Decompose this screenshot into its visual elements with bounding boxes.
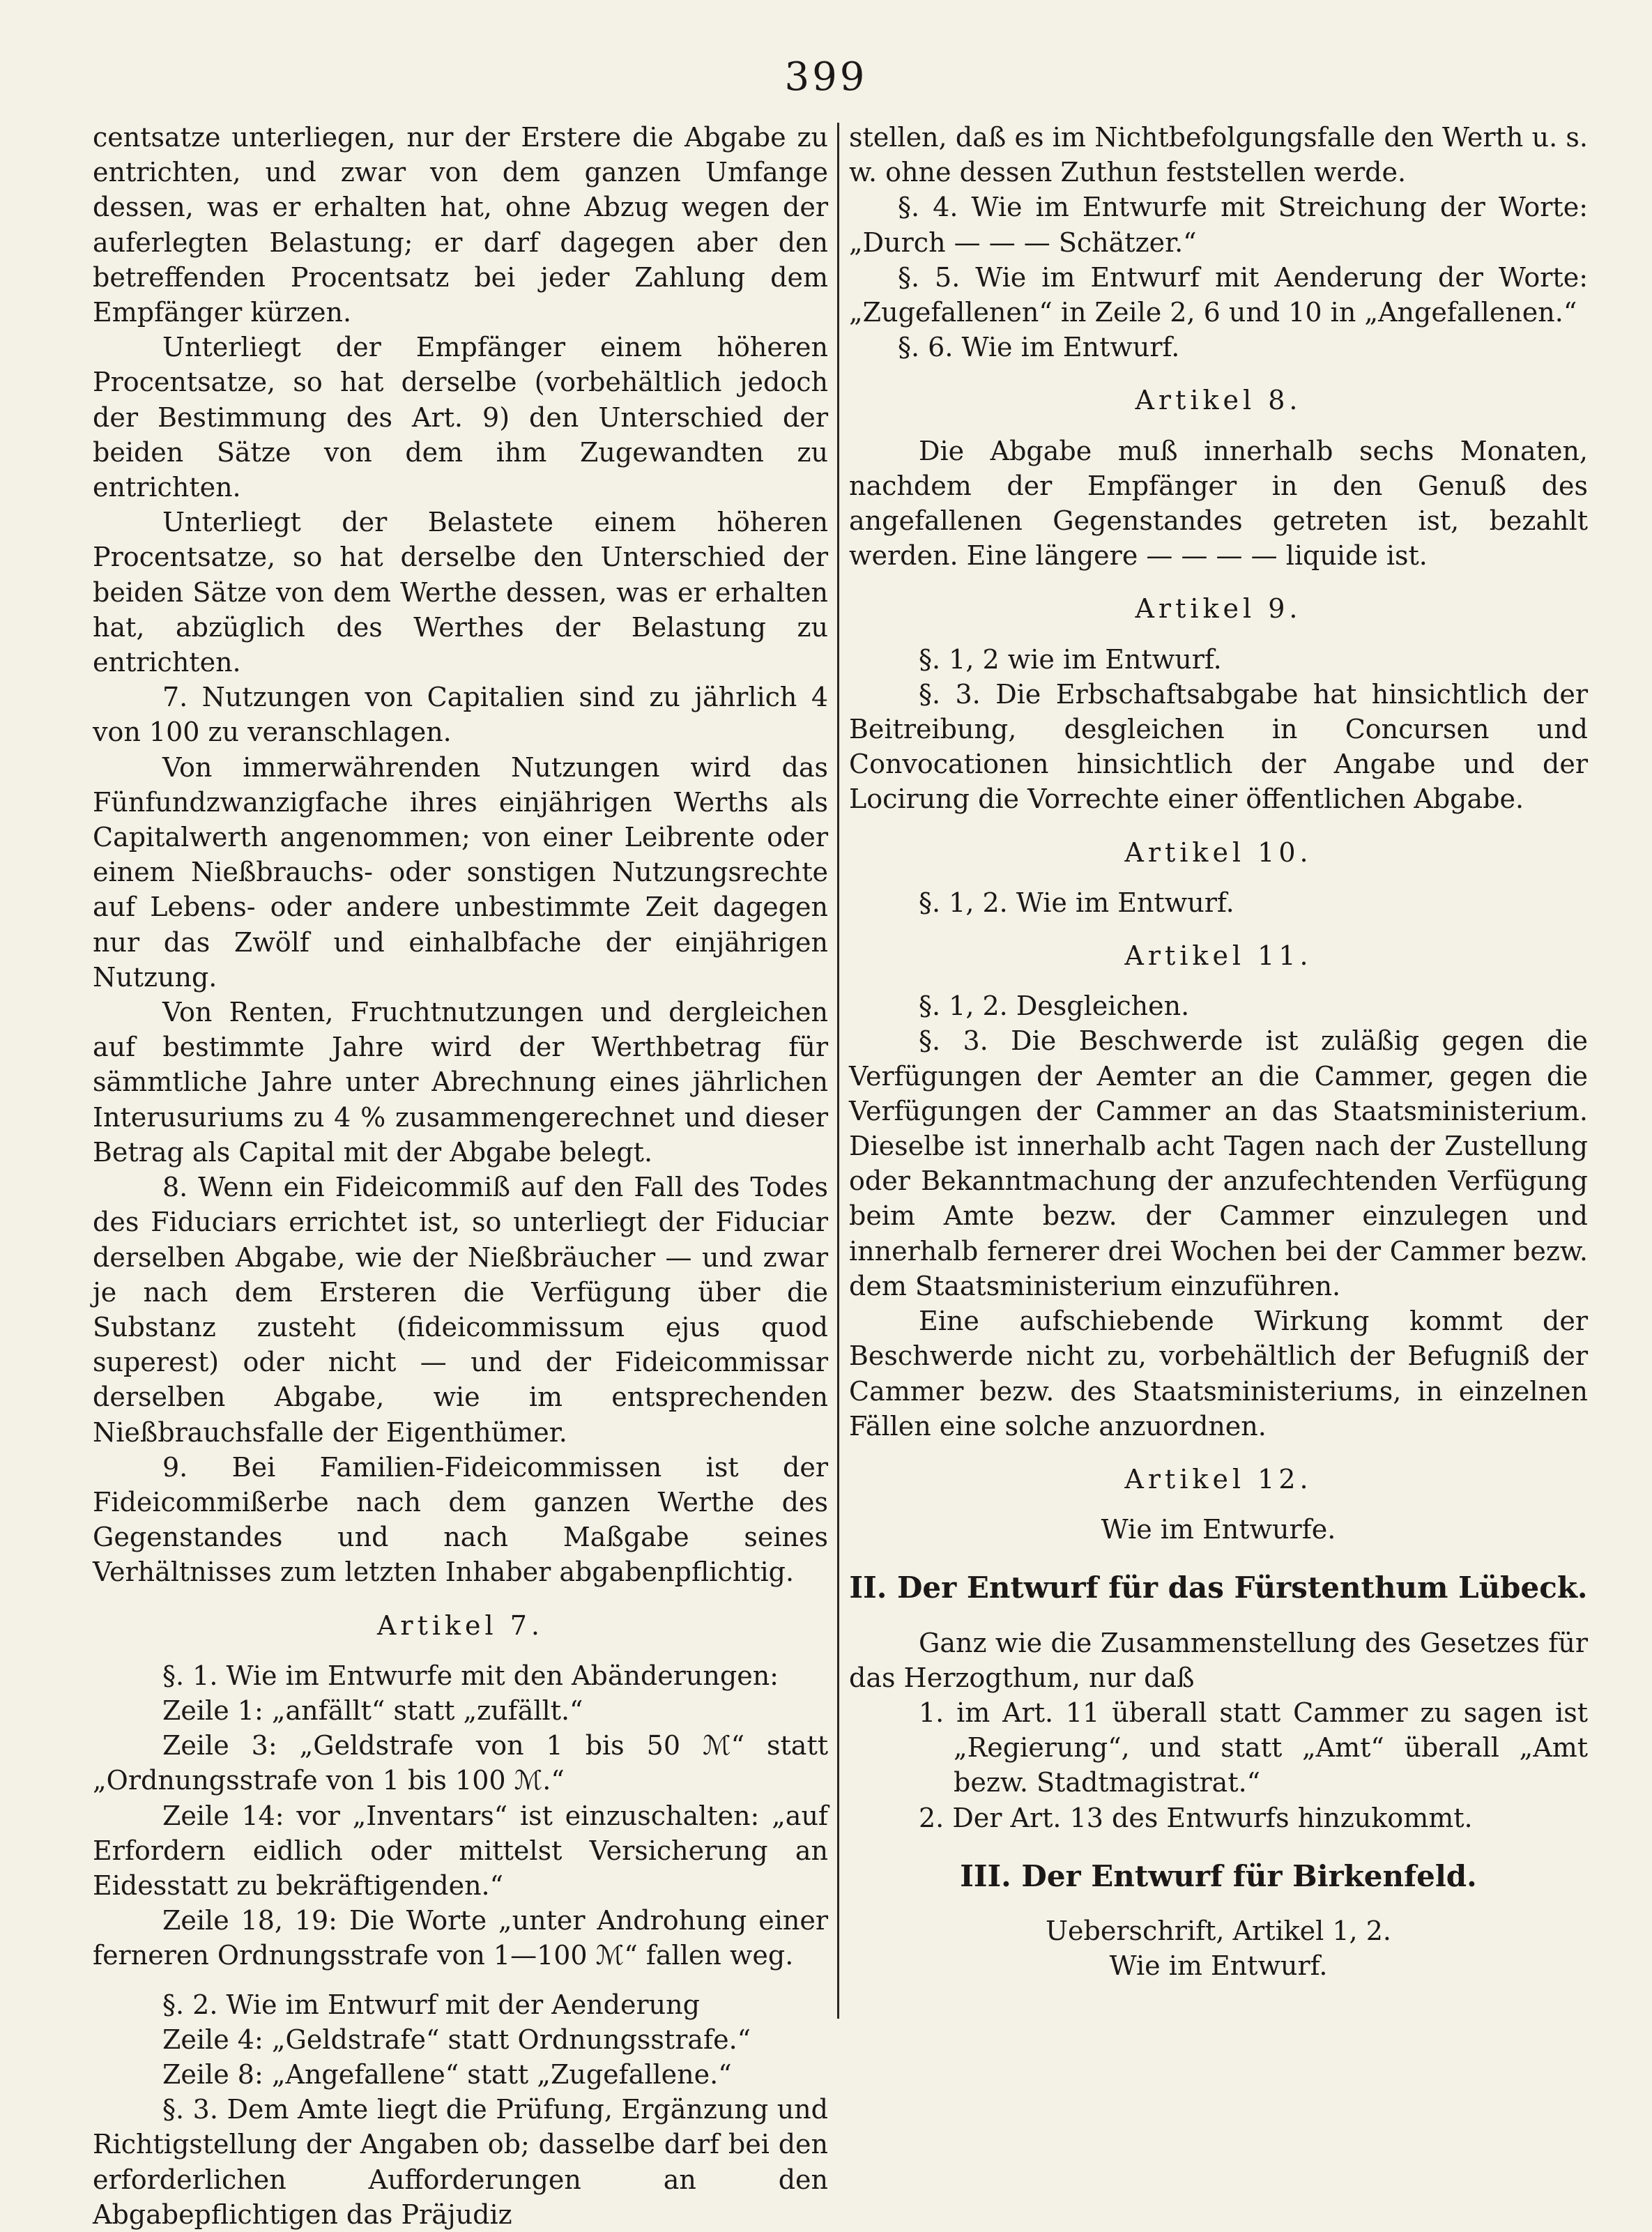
paragraph: Unterliegt der Empfänger einem höheren Procentsatze, so hat derselbe (vorbehältlich jedoch der Bestimmung des Art. 9) den Unterschied der beiden Sätze von dem ihm Zugewandten zu entrichten. [93,332,828,503]
paragraph: stellen, daß es im Nichtbefolgungsfalle den Werth u. s. w. ohne dessen Zuthun feststellen werde. [849,122,1588,188]
paragraph: §. 5. Wie im Entwurf mit Aenderung der Worte: „Zugefallenen“ in Zeile 2, 6 und 10 in „Angefallenen.“ [849,261,1588,328]
paragraph: §. 3. Dem Amte liegt die Prüfung, Ergänzung und Richtigstellung der Angaben ob; dasselbe darf bei den erforderlichen Aufforderungen an den Abgabepflichtigen das Präjudiz [93,2094,828,2230]
paragraph: Von Renten, Fruchtnutzungen und dergleichen auf bestimmte Jahre wird der Werthbetrag für sämmtliche Jahre unter Abrechnung eines jährlichen Interusuriums zu 4 % zusammengerechnet und dieser Betrag als Capital mit der Abgabe belegt. [93,997,828,1168]
paragraph: §. 3. Die Beschwerde ist zuläßig gegen die Verfügungen der Aemter an die Cammer, gegen die Verfügungen der Cammer an das Staatsministerium. Dieselbe ist innerhalb acht Tagen nach der Zustellung oder Bekanntmachung der anzufechtenden Verfügung beim Amte bezw. der Cammer einzulegen und innerhalb fernerer drei Wochen bei der Cammer bezw. dem Staatsministerium einzuführen. [849,1025,1588,1301]
centered-line: Wie im Entwurf. [1109,1950,1328,1982]
paragraph: Ganz wie die Zusammenstellung des Gesetzes für das Herzogthum, nur daß [849,1627,1588,1693]
section-title: II. Der Entwurf für das Fürstenthum Lübeck. [849,1570,1588,1605]
paragraph: §. 1, 2. Desgleichen. [919,991,1190,1022]
paragraph: Zeile 3: „Geldstrafe von 1 bis 50 ℳ“ statt „Ordnungsstrafe von 1 bis 100 ℳ.“ [93,1730,828,1796]
article-heading: Artikel 11. [1124,940,1313,972]
paragraph: Von immerwährenden Nutzungen wird das Fünfundzwanzigfache ihres einjährigen Werths als Capitalwerth angenommen; von einer Leibrente oder einem Nießbrauchs- oder sonstigen Nutzungsrechte auf Lebens- oder andere unbestimmte Zeit dagegen nur das Zwölf und einhalbfache der einjährigen Nutzung. [93,751,828,993]
spacer [93,1973,828,1987]
article-heading: Artikel 10. [1124,836,1313,868]
article-heading: Artikel 8. [1135,385,1302,416]
page-number: 399 [784,54,868,100]
left-column [93,120,828,2232]
section-title: III. Der Entwurf für Birkenfeld. [960,1858,1477,1893]
article-heading: Artikel 7. [376,1610,544,1641]
paragraph: §. 3. Die Erbschaftsabgabe hat hinsichtlich der Beitreibung, desgleichen in Concursen und Convocationen hinsichtlich der Angabe und der Locirung die Vorrechte einer öffentlichen Abgabe. [849,678,1588,815]
list-item: 2. Der Art. 13 des Entwurfs hinzukommt. [919,1802,1473,1833]
list-item: 1. im Art. 11 überall statt Cammer zu sagen ist „Regierung“, und statt „Amt“ überall „Amt bezw. Stadtmagistrat.“ [919,1697,1588,1798]
paragraph: centsatze unterliegen, nur der Erstere die Abgabe zu entrichten, und zwar von dem ganzen Umfange dessen, was er erhalten hat, ohne Abzug wegen der auferlegten Belastung; er darf dagegen aber den betreffenden Procentsatz bei jeder Zahlung dem Empfänger kürzen. [93,122,828,328]
centered-line: Wie im Entwurfe. [1101,1514,1336,1545]
paragraph: §. 1, 2. Wie im Entwurf. [919,887,1234,918]
paragraph: 9. Bei Familien-Fideicommissen ist der Fideicommißerbe nach dem ganzen Werthe des Gegenstandes und nach Maßgabe seines Verhältnisses zum letzten Inhaber abgabenpflichtig. [93,1451,828,1588]
paragraph: §. 1, 2 wie im Entwurf. [919,643,1222,675]
paragraph: 7. Nutzungen von Capitalien sind zu jährlich 4 von 100 zu veranschlagen. [93,682,828,748]
centered-line: Ueberschrift, Artikel 1, 2. [1046,1915,1391,1946]
article-heading: Artikel 12. [1124,1463,1313,1495]
paragraph: §. 6. Wie im Entwurf. [898,332,1180,363]
paragraph: Zeile 1: „anfällt“ statt „zufällt.“ [162,1695,583,1726]
paragraph: Zeile 4: „Geldstrafe“ statt Ordnungsstrafe.“ [162,2024,751,2055]
paragraph: Zeile 14: vor „Inventars“ ist einzuschalten: „auf Erfordern eidlich oder mittelst Versicherung an Eidesstatt zu bekräftigenden.“ [93,1800,828,1901]
paragraph: Die Abgabe muß innerhalb sechs Monaten, nachdem der Empfänger in den Genuß des angefallenen Gegenstandes getreten ist, bezahlt werden. Eine längere — — — — liquide ist. [849,435,1588,572]
paragraph: §. 4. Wie im Entwurfe mit Streichung der Worte: „Durch — — — Schätzer.“ [849,192,1588,258]
paragraph: Zeile 8: „Angefallene“ statt „Zugefallene.“ [162,2058,732,2090]
paragraph: Unterliegt der Belastete einem höheren Procentsatze, so hat derselbe den Unterschied der beiden Sätze von dem Werthe dessen, was er erhalten hat, abzüglich des Werthes der Belastung zu entrichten. [93,507,828,678]
paragraph: §. 1. Wie im Entwurfe mit den Abänderungen: [162,1660,779,1691]
paragraph: 8. Wenn ein Fideicommiß auf den Fall des Todes des Fiduciars errichtet ist, so unterliegt der Fiduciar derselben Abgabe, wie der Nießbräucher — und zwar je nach dem Ersteren die Verfügung über die Substanz zusteht (fideicommissum ejus quod superest) oder nicht — und der Fideicommissar derselben Abgabe, wie im entsprechenden Nießbrauchsfalle der Eigenthümer. [93,1172,828,1448]
paragraph: Eine aufschiebende Wirkung kommt der Beschwerde nicht zu, vorbehältlich der Befugniß der Cammer bezw. des Staatsministeriums, in einzelnen Fällen eine solche anzuordnen. [849,1306,1588,1442]
article-heading: Artikel 9. [1135,593,1302,625]
paragraph: Zeile 18, 19: Die Worte „unter Androhung einer ferneren Ordnungsstrafe von 1—100 ℳ“ fallen weg. [93,1905,828,1971]
right-column [849,120,1588,1983]
paragraph: §. 2. Wie im Entwurf mit der Aenderung [162,1989,700,2020]
column-divider [837,123,839,2019]
